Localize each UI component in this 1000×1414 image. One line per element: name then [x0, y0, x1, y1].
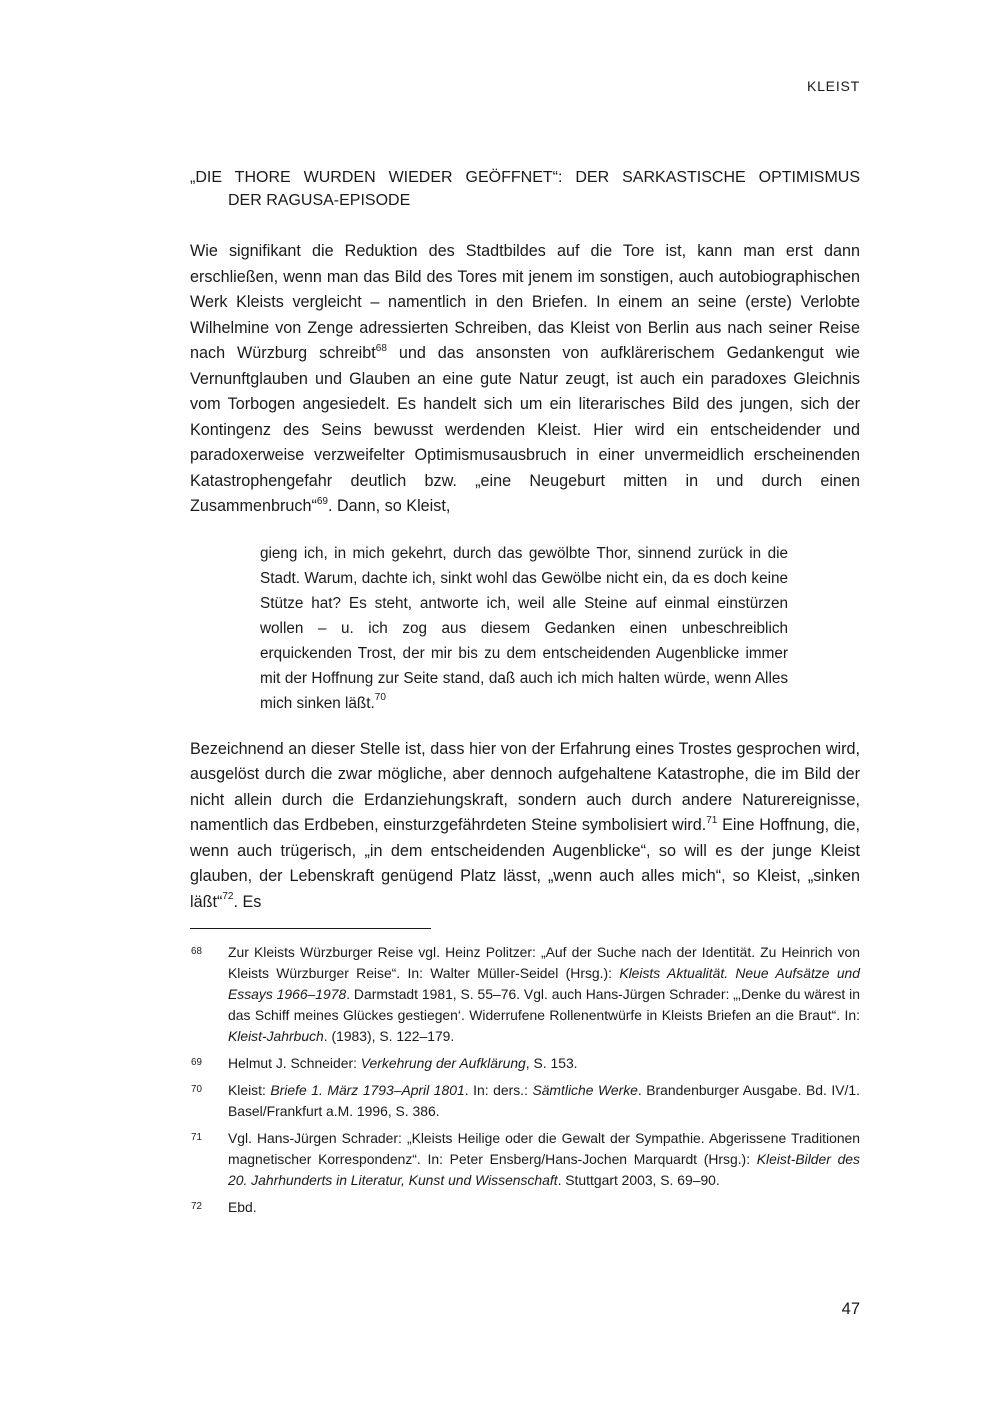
footnote-ref-71: 71	[706, 814, 718, 826]
footnote-69	[190, 1053, 860, 1074]
footnote-ref-69: 69	[316, 495, 328, 507]
footnote-italic-title: Sämtliche Werke	[532, 1082, 638, 1098]
footnote-italic-title: Verkehrung der Aufklärung	[360, 1055, 526, 1071]
footnote-number: 69	[191, 1057, 202, 1068]
footnote-ref-70: 70	[374, 692, 386, 704]
running-header: KLEIST	[806, 78, 860, 94]
footnote-text: . (1983), S. 122–179.	[323, 1028, 455, 1044]
footnote-text: . Brandenburger Ausgabe. Bd. IV/1. Basel/Frankfurt a.M. 1996, S. 386.	[228, 1082, 860, 1119]
footnote-text: , S. 153.	[525, 1055, 578, 1071]
footnote-68	[190, 942, 860, 1047]
footnote-separator-rule	[190, 928, 431, 929]
quote-text: gieng ich, in mich gekehrt, durch das gewölbte Thor, sinnend zurück in die Stadt. Warum, dachte ich, sinkt wohl das Gewölbe nicht ein, da es doch keine Stütze hat? Es steht, antworte ich, weil alle Steine auf einmal einstürzen wollen – u. ich zog aus diesem Gedanken einen unbeschreiblich erquickenden Trost, der mir bis zu dem entscheidenden Augenblicke immer mit der Hoffnung zur Seite stand, daß auch ich mich halten würde, wenn Alles mich sinken läßt.	[260, 544, 788, 712]
paragraph-text: . Dann, so Kleist,	[327, 497, 451, 515]
footnote-text: Zur Kleists Würzburger Reise vgl. Heinz Politzer: „Auf der Suche nach der Identität. Zu Heinrich von Kleists Würzburger Reise“. In: Walter Müller-Seidel (Hrsg.):	[228, 944, 860, 981]
footnote-italic-title: Kleist-Bilder des 20. Jahrhunderts in Literatur, Kunst und Wissenschaft	[228, 1151, 860, 1188]
footnote-number: 70	[191, 1084, 202, 1095]
footnote-number: 71	[191, 1132, 202, 1143]
footnote-italic-title: Briefe 1. März 1793–April 1801	[270, 1082, 465, 1098]
page-title	[190, 166, 860, 212]
footnote-70	[190, 1080, 860, 1122]
footnote-italic-title: Kleist-Jahrbuch	[228, 1028, 324, 1044]
footnote-ref-68: 68	[375, 342, 387, 354]
paragraph-text: Wie signifikant die Reduktion des Stadtbildes auf die Tore ist, kann man erst dann erschließen, wenn man das Bild des Tores mit jenem im sonstigen, auch autobiographischen Werk Kleists vergleicht – namentlich in den Briefen. In einem an seine (erste) Verlobte Wilhelmine von Zenge adressierten Schreiben, das Kleist von Berlin aus nach seiner Reise nach Würzburg schreibt	[190, 242, 860, 362]
page-title-line1: „DIE THORE WURDEN WIEDER GEÖFFNET“: DER SARKASTISCHE OPTIMISMUS	[190, 169, 860, 186]
paragraph-text: . Es	[233, 892, 262, 911]
footnote-number: 72	[191, 1201, 202, 1212]
footnote-text: . Darmstadt 1981, S. 55–76. Vgl. auch Hans-Jürgen Schrader: „‚Denke du wärest in das Schiff meines Glückes gestiegen‘. Widerrufene Rollenentwürfe in Kleists Briefen an die Braut“. In:	[228, 986, 860, 1023]
footnote-text: Helmut J. Schneider:	[228, 1055, 361, 1071]
footnote-text: Kleist:	[228, 1082, 271, 1098]
footnote-text: . In: ders.:	[464, 1082, 533, 1098]
body-paragraph-2	[190, 737, 860, 916]
footnote-italic-title: Kleists Aktualität. Neue Aufsätze und Essays 1966–1978	[228, 965, 861, 1002]
footnote-text: Ebd.	[228, 1199, 257, 1215]
body-paragraph-1	[190, 239, 860, 520]
footnote-71	[190, 1128, 860, 1191]
footnote-ref-72: 72	[222, 891, 234, 903]
footnote-text: . Stuttgart 2003, S. 69–90.	[557, 1172, 720, 1188]
paragraph-text: Eine Hoffnung, die, wenn auch trügerisch, „in dem entscheidenden Augenblicke“, so will es der junge Kleist glauben, der Lebenskraft genügend Platz lässt, „wenn auch alles mich“, so Kleist, „sinken läßt“	[190, 816, 860, 911]
page-title-line2: DER RAGUSA-EPISODE	[228, 192, 411, 209]
page-number: 47	[841, 1300, 860, 1318]
paragraph-text: Bezeichnend an dieser Stelle ist, dass hier von der Erfahrung eines Trostes gesprochen wird, ausgelöst durch die zwar mögliche, aber dennoch aufgehaltene Katastrophe, die im Bild der nicht allein durch die Erdanziehungskraft, sondern auch durch andere Naturereignisse, namentlich das Erdbeben, einsturzgefährdeten Steine symbolisiert wird.	[190, 739, 860, 834]
paragraph-text: und das ansonsten von aufklärerischem Gedankengut wie Vernunftglauben und Glauben an eine gute Natur zeugt, ist auch ein paradoxes Gleichnis vom Torbogen angesiedelt. Es handelt sich um ein literarisches Bild des jungen, sich der Kontingenz des Seins bewusst werdenden Kleist. Hier wird ein entscheidender und paradoxerweise verzweifelter Optimismusausbruch in einer unvermeidlich erscheinenden Katastrophengefahr deutlich bzw. „eine Neugeburt mitten in und durch einen Zusammenbruch“	[190, 344, 860, 515]
text-column	[190, 166, 860, 1224]
block-quote	[260, 541, 788, 716]
footnote-72	[190, 1197, 860, 1218]
footnote-text: Vgl. Hans-Jürgen Schrader: „Kleists Heilige oder die Gewalt der Sympathie. Abgerissene Traditionen magnetischer Korrespondenz“. In: Peter Ensberg/Hans-Jochen Marquardt (Hrsg.):	[228, 1130, 860, 1167]
footnote-number: 68	[191, 946, 202, 957]
